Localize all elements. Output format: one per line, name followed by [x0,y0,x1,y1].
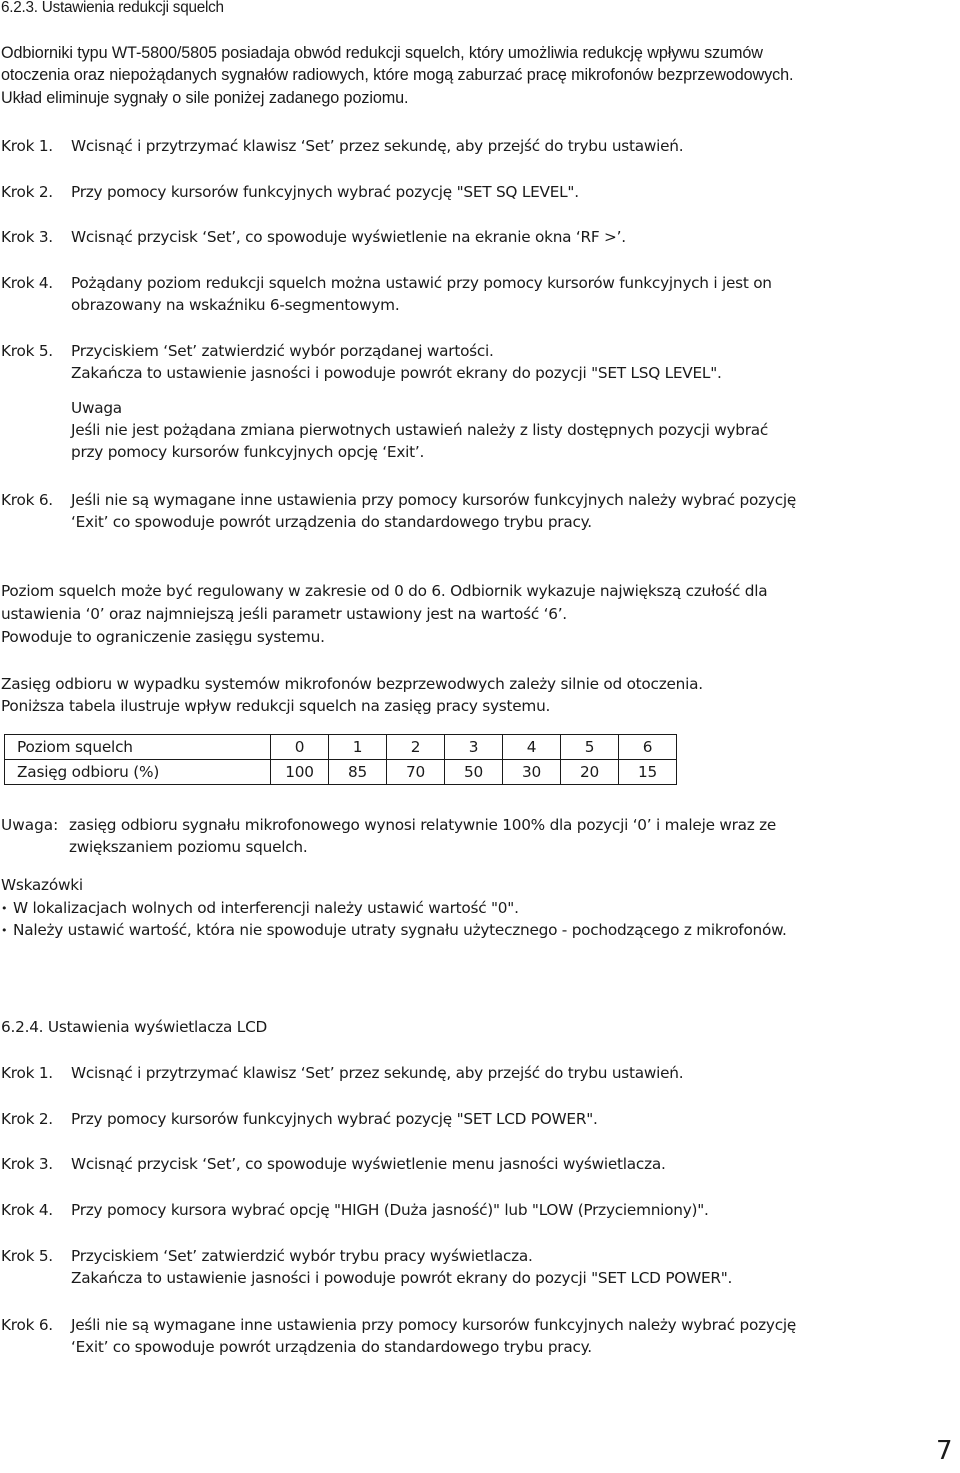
paragraph-line: Powoduje to ograniczenie zasięgu systemu. [1,628,325,646]
note-label: Uwaga: [1,816,59,834]
table-cell: 6 [619,735,677,760]
paragraph-line: Poziom squelch może być regulowany w zakresie od 0 do 6. Odbiornik wykazuje największą czułość dla [1,582,768,600]
intro-line: Odbiorniki typu WT-5800/5805 posiadaja obwód redukcji squelch, który umożliwia redukcję wpływu szumów [1,44,763,62]
table-row-header: Poziom squelch [5,735,271,760]
hint-text: W lokalizacjach wolnych od interferencji należy ustawić wartość "0". [13,899,519,917]
table-cell: 15 [619,760,677,785]
page-number: 7 [936,1436,953,1466]
step-label: Krok 3. [1,228,53,246]
step-label: Krok 2. [1,183,53,201]
hint-item [1,919,787,942]
step-text: Jeśli nie są wymagane inne ustawienia przy pomocy kursorów funkcyjnych należy wybrać pozycję [71,491,797,509]
step-text: obrazowany na wskaźniku 6-segmentowym. [71,296,400,314]
step-label: Krok 5. [1,1247,53,1265]
intro-line: Układ eliminuje sygnały o sile poniżej zadanego poziomu. [1,89,409,107]
table-cell: 5 [561,735,619,760]
step-text: Przyciskiem ‘Set’ zatwierdzić wybór porządanej wartości. [71,342,494,360]
table-cell: 85 [329,760,387,785]
step-text: Wcisnąć przycisk ‘Set’, co spowoduje wyświetlenie na ekranie okna ‘RF >’. [71,228,626,246]
step-text: Przy pomocy kursorów funkcyjnych wybrać pozycję "SET LCD POWER". [71,1110,598,1128]
table-row [5,735,677,760]
table-row-header: Zasięg odbioru (%) [5,760,271,785]
step-text: ‘Exit’ co spowoduje powrót urządzenia do standardowego trybu pracy. [71,513,592,531]
step-label: Krok 1. [1,137,53,155]
table-cell: 4 [503,735,561,760]
step-text: Jeśli nie są wymagane inne ustawienia przy pomocy kursorów funkcyjnych należy wybrać pozycję [71,1316,797,1334]
step-text: Przy pomocy kursora wybrać opcję "HIGH (Duża jasność)" lub "LOW (Przyciemniony)". [71,1201,709,1219]
section-heading-lcd: 6.2.4. Ustawienia wyświetlacza LCD [1,1018,268,1036]
uwaga-text: przy pomocy kursorów funkcyjnych opcję ‘Exit’. [71,443,425,461]
step-label: Krok 6. [1,491,53,509]
step-text: Wcisnąć przycisk ‘Set’, co spowoduje wyświetlenie menu jasności wyświetlacza. [71,1155,666,1173]
intro-line: otoczenia oraz niepożądanych sygnałów radiowych, które mogą zaburzać pracę mikrofonów bezprzewodowych. [1,66,794,84]
table-cell: 50 [445,760,503,785]
step-label: Krok 1. [1,1064,53,1082]
step-text: Wcisnąć i przytrzymać klawisz ‘Set’ przez sekundę, aby przejść do trybu ustawień. [71,1064,684,1082]
step-text: Zakańcza to ustawienie jasności i powoduje powrót ekrany do pozycji "SET LCD POWER". [71,1269,733,1287]
table-row [5,760,677,785]
step-label: Krok 4. [1,1201,53,1219]
step-text: Zakańcza to ustawienie jasności i powoduje powrót ekrany do pozycji "SET LSQ LEVEL". [71,364,722,382]
note-text: zasięg odbioru sygnału mikrofonowego wynosi relatywnie 100% dla pozycji ‘0’ i maleje wraz ze [69,816,777,834]
uwaga-title: Uwaga [71,399,122,417]
hints-title: Wskazówki [1,876,83,894]
note-text: zwiększaniem poziomu squelch. [69,838,308,856]
step-text: Przy pomocy kursorów funkcyjnych wybrać pozycję "SET SQ LEVEL". [71,183,579,201]
uwaga-text: Jeśli nie jest pożądana zmiana pierwotnych ustawień należy z listy dostępnych pozycji wybrać [71,421,769,439]
paragraph-line: Zasięg odbioru w wypadku systemów mikrofonów bezprzewodwych zależy silnie od otoczenia. [1,675,703,693]
table-cell: 30 [503,760,561,785]
step-label: Krok 4. [1,274,53,292]
table-cell: 1 [329,735,387,760]
paragraph-line: Poniższa tabela ilustruje wpływ redukcji squelch na zasięg pracy systemu. [1,697,551,715]
step-label: Krok 6. [1,1316,53,1334]
paragraph-line: ustawienia ‘0’ oraz najmniejszą jeśli parametr ustawiony jest na wartość ‘6’. [1,605,567,623]
section-heading-squelch: 6.2.3. Ustawienia redukcji squelch [1,0,224,16]
table-cell: 100 [271,760,329,785]
table-cell: 70 [387,760,445,785]
step-label: Krok 2. [1,1110,53,1128]
hint-item [1,897,519,920]
step-text: Przyciskiem ‘Set’ zatwierdzić wybór trybu pracy wyświetlacza. [71,1247,533,1265]
step-text: Pożądany poziom redukcji squelch można ustawić przy pomocy kursorów funkcyjnych i jest on [71,274,772,292]
step-text: ‘Exit’ co spowoduje powrót urządzenia do standardowego trybu pracy. [71,1338,592,1356]
bullet-icon: • [1,924,8,937]
table-cell: 20 [561,760,619,785]
table-cell: 0 [271,735,329,760]
hint-text: Należy ustawić wartość, która nie spowoduje utraty sygnału użytecznego - pochodzącego z mikrofonów. [13,921,787,939]
bullet-icon: • [1,902,8,915]
step-text: Wcisnąć i przytrzymać klawisz ‘Set’ przez sekundę, aby przejść do trybu ustawień. [71,137,684,155]
table-cell: 2 [387,735,445,760]
table-cell: 3 [445,735,503,760]
squelch-range-table [4,734,677,785]
step-label: Krok 5. [1,342,53,360]
step-label: Krok 3. [1,1155,53,1173]
